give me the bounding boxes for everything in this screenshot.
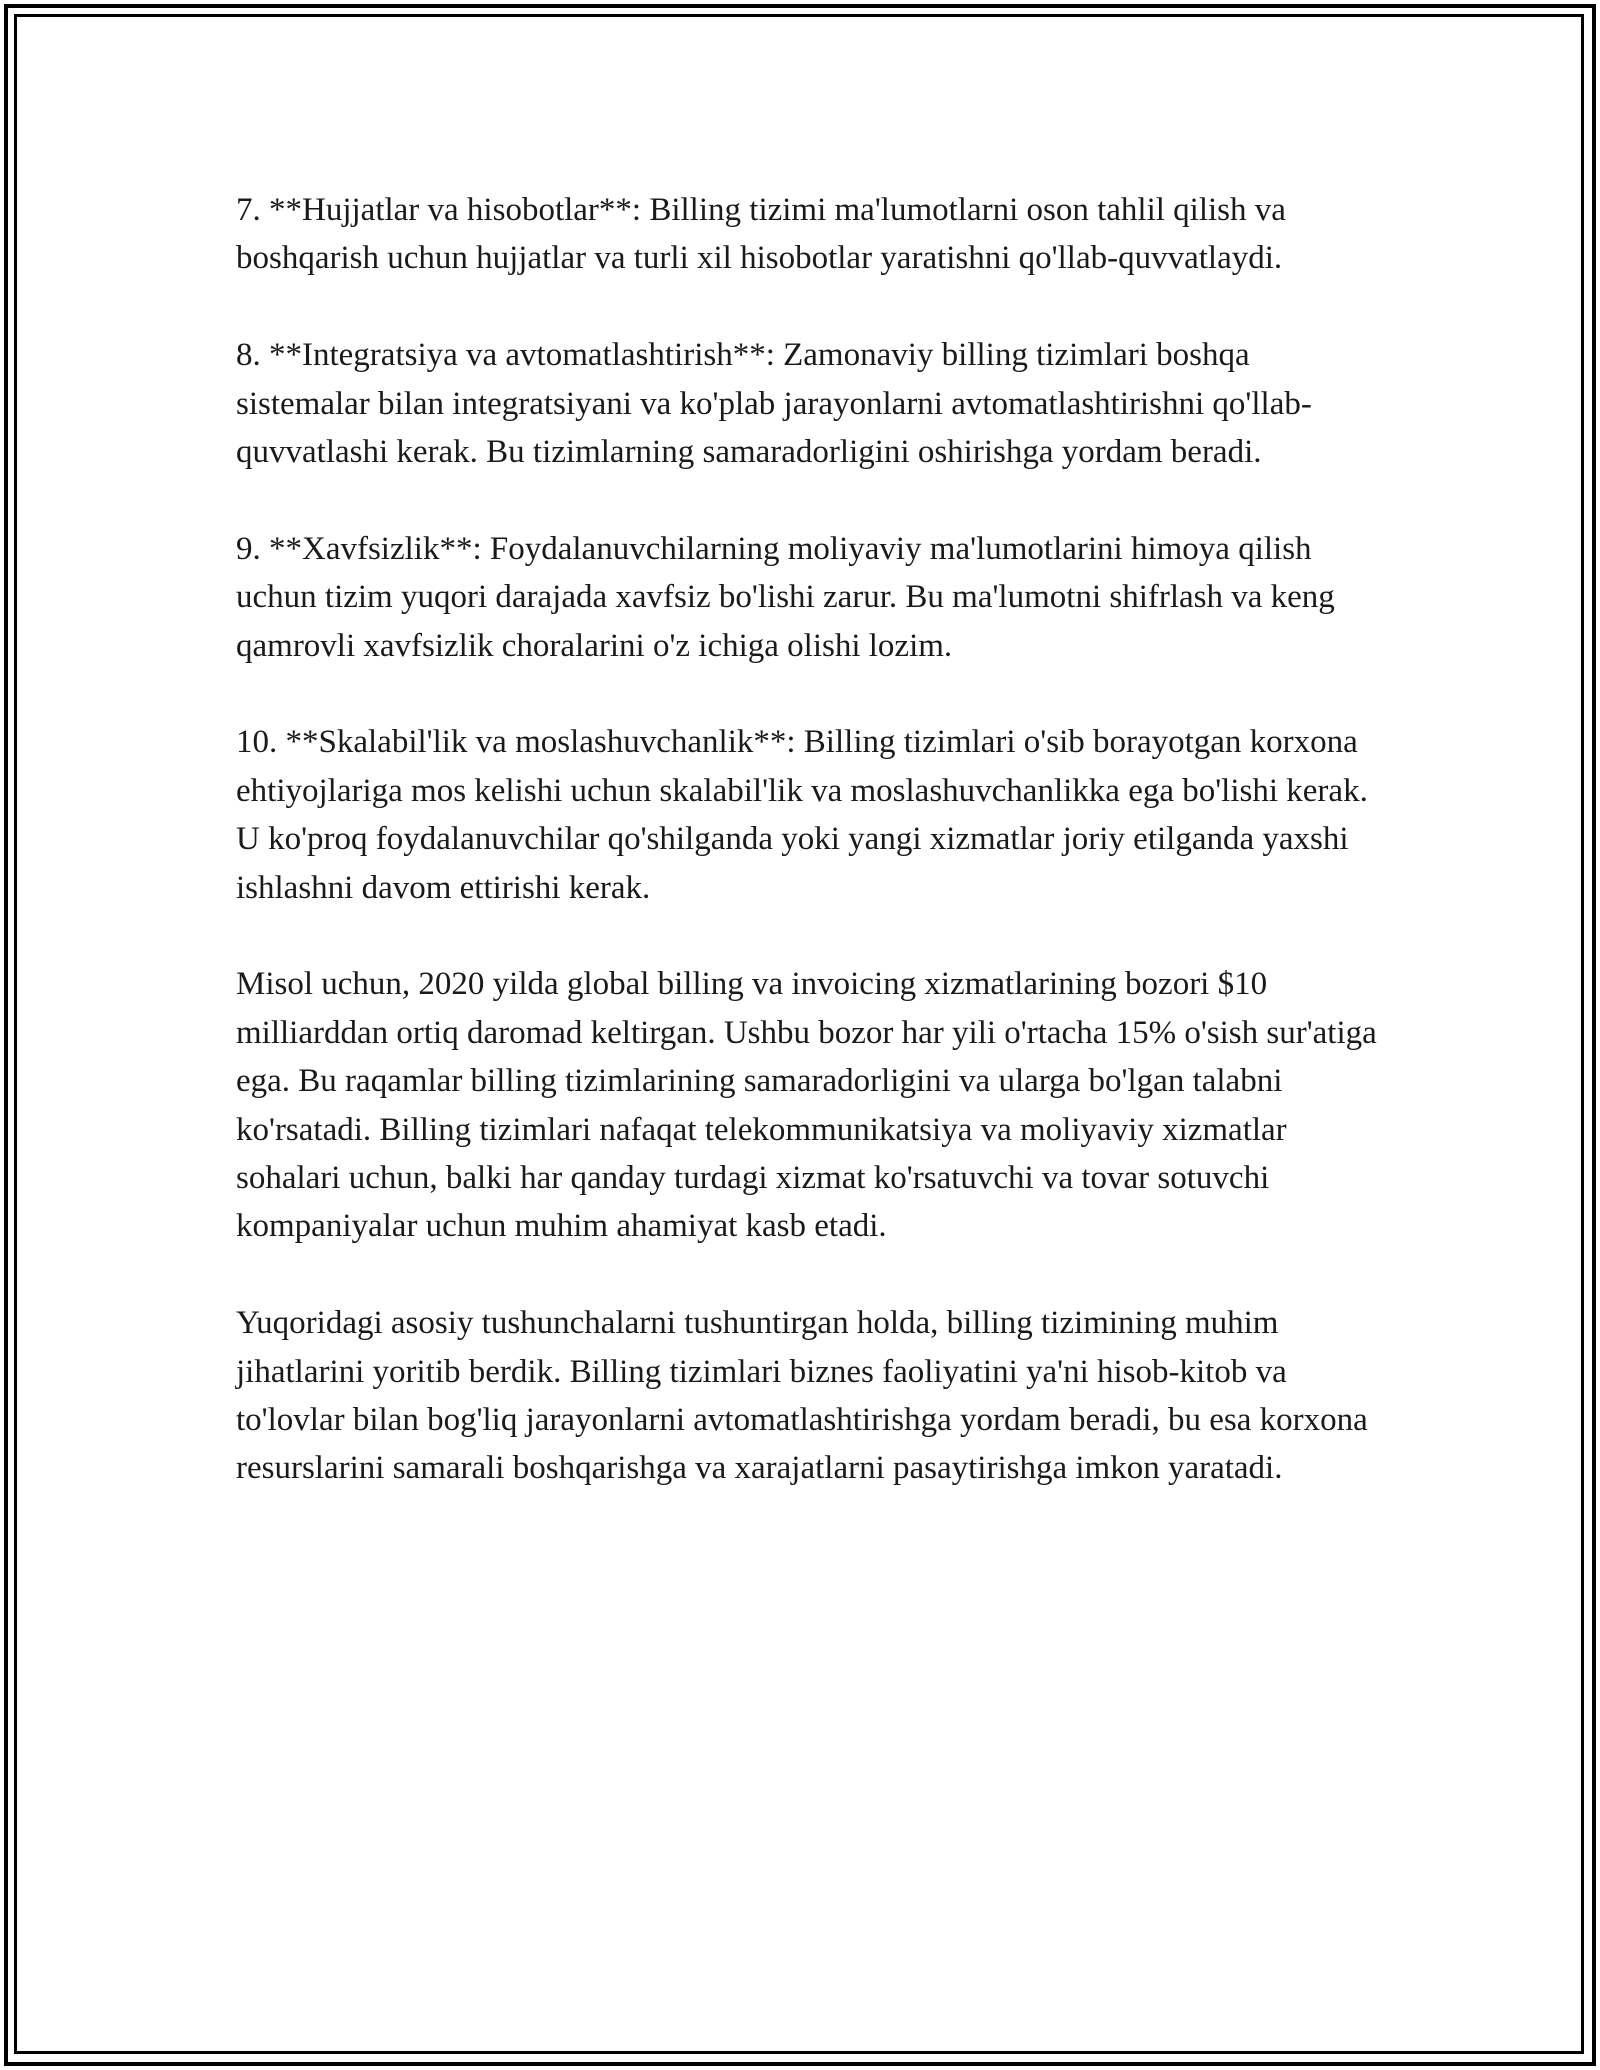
paragraph-documents-reports: 7. **Hujjatlar va hisobotlar**: Billing tizimi ma'lumotlarni oson tahlil qilish va boshqarish uchun hujjatlar va turli xil hisobotlar yaratishni qo'llab-quvvatlaydi. [236,192,1286,277]
paragraph-integration-automation: 8. **Integratsiya va avtomatlashtirish**: Zamonaviy billing tizimlari boshqa sistemalar bilan integratsiyani va ko'plab jarayonlarni avtomatlashtirishni qo'llab-quvvatlashi kerak. Bu tizimlarning samaradorligini oshirishga yordam beradi. [236,337,1312,471]
paragraph-security: 9. **Xavfsizlik**: Foydalanuvchilarning moliyaviy ma'lumotlarini himoya qilish uchun tizim yuqori darajada xavfsiz bo'lishi zarur. Bu ma'lumotni shifrlash va keng qamrovli xavfsizlik choralarini o'z ichiga olishi lozim. [236,530,1335,664]
paragraph-conclusion: Yuqoridagi asosiy tushunchalarni tushuntirgan holda, billing tizimining muhim jihatlarini yoritib berdik. Billing tizimlari biznes faoliyatini ya'ni hisob-kitob va to'lovlar bilan bog'liq jarayonlarni avtomatlashtirishga yordam beradi, bu esa korxona resurslarini samarali boshqarishga va xarajatlarni pasaytirishga imkon yaratadi. [236,1305,1368,1487]
paragraph-market-example: Misol uchun, 2020 yilda global billing va invoicing xizmatlarining bozori $10 milliarddan ortiq daromad keltirgan. Ushbu bozor har yili o'rtacha 15% o'sish sur'atiga ega. Bu raqamlar billing tizimlarining samaradorligini va ularga bo'lgan talabni ko'rsatadi. Billing tizimlari nafaqat telekommunikatsiya va moliyaviy xizmatlar sohalari uchun, balki har qanday turdagi xizmat ko'rsatuvchi va tovar sotuvchi kompaniyalar uchun muhim ahamiyat kasb etadi. [236,966,1377,1245]
document-body [236,186,1386,1541]
paragraph-scalability-flexibility: 10. **Skalabil'lik va moslashuvchanlik**: Billing tizimlari o'sib borayotgan korxona ehtiyojlariga mos kelishi uchun skalabil'lik va moslashuvchanlikka ega bo'lishi kerak. U ko'proq foydalanuvchilar qo'shilganda yoki yangi xizmatlar joriy etilganda yaxshi ishlashni davom ettirishi kerak. [236,724,1368,906]
